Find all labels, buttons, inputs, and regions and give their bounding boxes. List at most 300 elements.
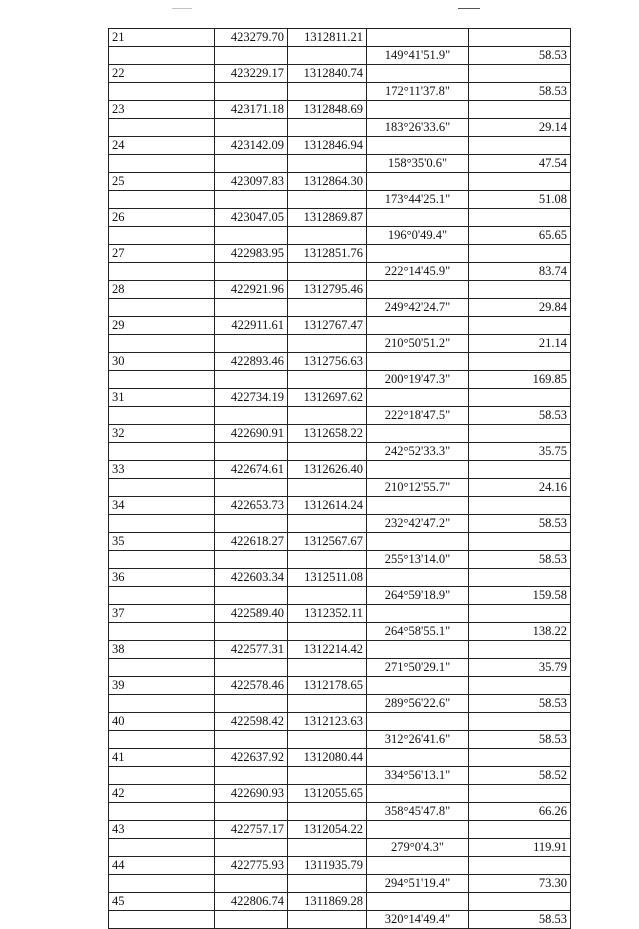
direction-angle: 312°26'41.6" <box>367 731 469 749</box>
empty-cell <box>288 371 367 389</box>
point-number: 30 <box>109 353 215 371</box>
direction-angle: 183°26'33.6" <box>367 119 469 137</box>
point-row <box>109 29 571 47</box>
empty-cell <box>288 443 367 461</box>
segment-distance: 58.53 <box>469 47 571 65</box>
segment-row <box>109 839 571 857</box>
segment-distance: 119.91 <box>469 839 571 857</box>
y-coordinate: 1312767.47 <box>288 317 367 335</box>
direction-angle: 294°51'19.4" <box>367 875 469 893</box>
empty-cell <box>215 767 288 785</box>
direction-angle: 271°50'29.1" <box>367 659 469 677</box>
segment-distance: 58.53 <box>469 911 571 929</box>
direction-angle: 210°50'51.2" <box>367 335 469 353</box>
x-coordinate: 422577.31 <box>215 641 288 659</box>
scan-mark-right <box>458 8 480 9</box>
point-row <box>109 281 571 299</box>
empty-cell <box>367 569 469 587</box>
segment-distance: 47.54 <box>469 155 571 173</box>
empty-cell <box>109 479 215 497</box>
empty-cell <box>215 911 288 929</box>
empty-cell <box>288 47 367 65</box>
segment-distance: 83.74 <box>469 263 571 281</box>
point-row <box>109 641 571 659</box>
empty-cell <box>367 245 469 263</box>
segment-row <box>109 299 571 317</box>
x-coordinate: 422690.91 <box>215 425 288 443</box>
y-coordinate: 1312811.21 <box>288 29 367 47</box>
empty-cell <box>367 821 469 839</box>
segment-row <box>109 587 571 605</box>
direction-angle: 149°41'51.9" <box>367 47 469 65</box>
empty-cell <box>109 227 215 245</box>
segment-distance: 66.26 <box>469 803 571 821</box>
empty-cell <box>288 803 367 821</box>
x-coordinate: 422734.19 <box>215 389 288 407</box>
segment-distance: 24.16 <box>469 479 571 497</box>
point-number: 32 <box>109 425 215 443</box>
empty-cell <box>215 587 288 605</box>
point-number: 37 <box>109 605 215 623</box>
empty-cell <box>367 209 469 227</box>
empty-cell <box>288 659 367 677</box>
empty-cell <box>109 731 215 749</box>
empty-cell <box>215 191 288 209</box>
point-row <box>109 533 571 551</box>
empty-cell <box>109 335 215 353</box>
y-coordinate: 1312795.46 <box>288 281 367 299</box>
segment-row <box>109 515 571 533</box>
empty-cell <box>469 857 571 875</box>
segment-row <box>109 47 571 65</box>
point-row <box>109 65 571 83</box>
point-row <box>109 785 571 803</box>
point-row <box>109 569 571 587</box>
x-coordinate: 423279.70 <box>215 29 288 47</box>
empty-cell <box>109 191 215 209</box>
y-coordinate: 1312756.63 <box>288 353 367 371</box>
empty-cell <box>109 839 215 857</box>
empty-cell <box>469 497 571 515</box>
point-number: 31 <box>109 389 215 407</box>
direction-angle: 232°42'47.2" <box>367 515 469 533</box>
empty-cell <box>109 119 215 137</box>
empty-cell <box>288 479 367 497</box>
empty-cell <box>469 749 571 767</box>
empty-cell <box>288 83 367 101</box>
y-coordinate: 1312080.44 <box>288 749 367 767</box>
y-coordinate: 1312626.40 <box>288 461 367 479</box>
point-row <box>109 425 571 443</box>
empty-cell <box>367 65 469 83</box>
coordinate-table-body <box>109 29 571 929</box>
empty-cell <box>469 893 571 911</box>
empty-cell <box>367 497 469 515</box>
point-row <box>109 173 571 191</box>
empty-cell <box>215 839 288 857</box>
segment-row <box>109 443 571 461</box>
empty-cell <box>469 605 571 623</box>
empty-cell <box>215 515 288 533</box>
direction-angle: 249°42'24.7" <box>367 299 469 317</box>
segment-distance: 58.53 <box>469 551 571 569</box>
segment-row <box>109 551 571 569</box>
empty-cell <box>215 47 288 65</box>
segment-row <box>109 659 571 677</box>
empty-cell <box>367 281 469 299</box>
point-number: 39 <box>109 677 215 695</box>
empty-cell <box>469 65 571 83</box>
x-coordinate: 423047.05 <box>215 209 288 227</box>
y-coordinate: 1312352.11 <box>288 605 367 623</box>
empty-cell <box>367 317 469 335</box>
x-coordinate: 422589.40 <box>215 605 288 623</box>
empty-cell <box>367 605 469 623</box>
empty-cell <box>288 335 367 353</box>
y-coordinate: 1312864.30 <box>288 173 367 191</box>
y-coordinate: 1312851.76 <box>288 245 367 263</box>
x-coordinate: 423229.17 <box>215 65 288 83</box>
y-coordinate: 1312567.67 <box>288 533 367 551</box>
segment-distance: 21.14 <box>469 335 571 353</box>
point-number: 22 <box>109 65 215 83</box>
segment-row <box>109 479 571 497</box>
x-coordinate: 422893.46 <box>215 353 288 371</box>
coordinate-table <box>108 28 571 929</box>
empty-cell <box>215 623 288 641</box>
direction-angle: 173°44'25.1" <box>367 191 469 209</box>
segment-row <box>109 371 571 389</box>
empty-cell <box>215 155 288 173</box>
segment-distance: 35.75 <box>469 443 571 461</box>
x-coordinate: 422806.74 <box>215 893 288 911</box>
empty-cell <box>367 785 469 803</box>
empty-cell <box>288 551 367 569</box>
empty-cell <box>288 155 367 173</box>
y-coordinate: 1312214.42 <box>288 641 367 659</box>
empty-cell <box>469 389 571 407</box>
segment-distance: 35.79 <box>469 659 571 677</box>
point-number: 26 <box>109 209 215 227</box>
empty-cell <box>288 767 367 785</box>
empty-cell <box>215 695 288 713</box>
y-coordinate: 1311869.28 <box>288 893 367 911</box>
empty-cell <box>469 173 571 191</box>
empty-cell <box>469 533 571 551</box>
segment-row <box>109 875 571 893</box>
point-row <box>109 209 571 227</box>
empty-cell <box>469 101 571 119</box>
empty-cell <box>288 407 367 425</box>
empty-cell <box>109 767 215 785</box>
point-number: 25 <box>109 173 215 191</box>
direction-angle: 279°0'4.3" <box>367 839 469 857</box>
point-row <box>109 497 571 515</box>
direction-angle: 320°14'49.4" <box>367 911 469 929</box>
segment-row <box>109 623 571 641</box>
empty-cell <box>288 119 367 137</box>
point-row <box>109 893 571 911</box>
y-coordinate: 1312697.62 <box>288 389 367 407</box>
segment-distance: 58.52 <box>469 767 571 785</box>
empty-cell <box>367 389 469 407</box>
empty-cell <box>469 677 571 695</box>
empty-cell <box>469 29 571 47</box>
empty-cell <box>109 803 215 821</box>
y-coordinate: 1311935.79 <box>288 857 367 875</box>
empty-cell <box>109 551 215 569</box>
segment-distance: 65.65 <box>469 227 571 245</box>
empty-cell <box>109 695 215 713</box>
point-number: 34 <box>109 497 215 515</box>
y-coordinate: 1312055.65 <box>288 785 367 803</box>
x-coordinate: 423097.83 <box>215 173 288 191</box>
empty-cell <box>215 371 288 389</box>
empty-cell <box>109 515 215 533</box>
point-number: 41 <box>109 749 215 767</box>
segment-row <box>109 191 571 209</box>
empty-cell <box>469 641 571 659</box>
empty-cell <box>367 533 469 551</box>
direction-angle: 222°18'47.5" <box>367 407 469 425</box>
y-coordinate: 1312054.22 <box>288 821 367 839</box>
direction-angle: 196°0'49.4" <box>367 227 469 245</box>
x-coordinate: 422911.61 <box>215 317 288 335</box>
empty-cell <box>288 191 367 209</box>
empty-cell <box>469 785 571 803</box>
empty-cell <box>288 587 367 605</box>
direction-angle: 334°56'13.1" <box>367 767 469 785</box>
segment-row <box>109 731 571 749</box>
point-row <box>109 713 571 731</box>
point-row <box>109 677 571 695</box>
empty-cell <box>215 659 288 677</box>
empty-cell <box>215 299 288 317</box>
y-coordinate: 1312178.65 <box>288 677 367 695</box>
empty-cell <box>215 443 288 461</box>
empty-cell <box>367 101 469 119</box>
direction-angle: 289°56'22.6" <box>367 695 469 713</box>
empty-cell <box>367 353 469 371</box>
empty-cell <box>288 911 367 929</box>
point-number: 27 <box>109 245 215 263</box>
empty-cell <box>367 137 469 155</box>
x-coordinate: 423171.18 <box>215 101 288 119</box>
direction-angle: 358°45'47.8" <box>367 803 469 821</box>
point-row <box>109 749 571 767</box>
y-coordinate: 1312869.87 <box>288 209 367 227</box>
point-row <box>109 101 571 119</box>
point-row <box>109 137 571 155</box>
point-row <box>109 389 571 407</box>
segment-row <box>109 155 571 173</box>
direction-angle: 255°13'14.0" <box>367 551 469 569</box>
point-row <box>109 245 571 263</box>
empty-cell <box>367 749 469 767</box>
x-coordinate: 422921.96 <box>215 281 288 299</box>
y-coordinate: 1312840.74 <box>288 65 367 83</box>
segment-distance: 138.22 <box>469 623 571 641</box>
x-coordinate: 422578.46 <box>215 677 288 695</box>
segment-row <box>109 695 571 713</box>
y-coordinate: 1312848.69 <box>288 101 367 119</box>
empty-cell <box>367 677 469 695</box>
point-number: 24 <box>109 137 215 155</box>
x-coordinate: 422690.93 <box>215 785 288 803</box>
point-row <box>109 821 571 839</box>
empty-cell <box>215 83 288 101</box>
direction-angle: 222°14'45.9" <box>367 263 469 281</box>
y-coordinate: 1312846.94 <box>288 137 367 155</box>
segment-row <box>109 119 571 137</box>
direction-angle: 158°35'0.6" <box>367 155 469 173</box>
empty-cell <box>288 299 367 317</box>
direction-angle: 172°11'37.8" <box>367 83 469 101</box>
segment-row <box>109 407 571 425</box>
empty-cell <box>288 623 367 641</box>
x-coordinate: 422653.73 <box>215 497 288 515</box>
empty-cell <box>109 407 215 425</box>
segment-distance: 58.53 <box>469 83 571 101</box>
empty-cell <box>109 155 215 173</box>
empty-cell <box>288 839 367 857</box>
empty-cell <box>469 245 571 263</box>
segment-distance: 58.53 <box>469 515 571 533</box>
direction-angle: 264°58'55.1" <box>367 623 469 641</box>
direction-angle: 242°52'33.3" <box>367 443 469 461</box>
segment-distance: 29.14 <box>469 119 571 137</box>
point-number: 44 <box>109 857 215 875</box>
empty-cell <box>215 227 288 245</box>
segment-distance: 58.53 <box>469 731 571 749</box>
empty-cell <box>215 803 288 821</box>
empty-cell <box>367 641 469 659</box>
empty-cell <box>367 461 469 479</box>
direction-angle: 210°12'55.7" <box>367 479 469 497</box>
point-row <box>109 605 571 623</box>
empty-cell <box>469 461 571 479</box>
empty-cell <box>469 317 571 335</box>
empty-cell <box>469 821 571 839</box>
segment-row <box>109 227 571 245</box>
empty-cell <box>469 353 571 371</box>
point-number: 21 <box>109 29 215 47</box>
point-row <box>109 317 571 335</box>
point-number: 42 <box>109 785 215 803</box>
empty-cell <box>109 83 215 101</box>
empty-cell <box>215 263 288 281</box>
point-number: 35 <box>109 533 215 551</box>
empty-cell <box>109 371 215 389</box>
segment-row <box>109 911 571 929</box>
segment-distance: 169.85 <box>469 371 571 389</box>
point-number: 45 <box>109 893 215 911</box>
y-coordinate: 1312123.63 <box>288 713 367 731</box>
point-row <box>109 461 571 479</box>
segment-row <box>109 263 571 281</box>
empty-cell <box>215 875 288 893</box>
x-coordinate: 423142.09 <box>215 137 288 155</box>
direction-angle: 264°59'18.9" <box>367 587 469 605</box>
segment-distance: 159.58 <box>469 587 571 605</box>
segment-distance: 73.30 <box>469 875 571 893</box>
point-number: 23 <box>109 101 215 119</box>
empty-cell <box>215 551 288 569</box>
segment-distance: 58.53 <box>469 407 571 425</box>
segment-row <box>109 803 571 821</box>
segment-distance: 58.53 <box>469 695 571 713</box>
empty-cell <box>109 911 215 929</box>
empty-cell <box>367 713 469 731</box>
empty-cell <box>367 893 469 911</box>
point-number: 36 <box>109 569 215 587</box>
point-number: 33 <box>109 461 215 479</box>
point-row <box>109 857 571 875</box>
empty-cell <box>469 425 571 443</box>
x-coordinate: 422618.27 <box>215 533 288 551</box>
empty-cell <box>367 425 469 443</box>
empty-cell <box>109 263 215 281</box>
empty-cell <box>109 587 215 605</box>
empty-cell <box>288 875 367 893</box>
empty-cell <box>109 875 215 893</box>
segment-row <box>109 83 571 101</box>
x-coordinate: 422603.34 <box>215 569 288 587</box>
point-number: 40 <box>109 713 215 731</box>
direction-angle: 200°19'47.3" <box>367 371 469 389</box>
empty-cell <box>215 119 288 137</box>
x-coordinate: 422598.42 <box>215 713 288 731</box>
scan-mark-left <box>172 8 192 9</box>
x-coordinate: 422637.92 <box>215 749 288 767</box>
empty-cell <box>367 173 469 191</box>
x-coordinate: 422983.95 <box>215 245 288 263</box>
empty-cell <box>288 731 367 749</box>
empty-cell <box>109 443 215 461</box>
empty-cell <box>367 29 469 47</box>
point-row <box>109 353 571 371</box>
y-coordinate: 1312511.08 <box>288 569 367 587</box>
point-number: 29 <box>109 317 215 335</box>
y-coordinate: 1312658.22 <box>288 425 367 443</box>
empty-cell <box>469 281 571 299</box>
empty-cell <box>109 299 215 317</box>
empty-cell <box>215 731 288 749</box>
empty-cell <box>288 263 367 281</box>
empty-cell <box>109 659 215 677</box>
empty-cell <box>469 137 571 155</box>
empty-cell <box>109 47 215 65</box>
point-number: 38 <box>109 641 215 659</box>
empty-cell <box>109 623 215 641</box>
empty-cell <box>469 209 571 227</box>
empty-cell <box>215 407 288 425</box>
x-coordinate: 422674.61 <box>215 461 288 479</box>
empty-cell <box>288 227 367 245</box>
empty-cell <box>469 569 571 587</box>
segment-distance: 29.84 <box>469 299 571 317</box>
empty-cell <box>288 515 367 533</box>
empty-cell <box>367 857 469 875</box>
y-coordinate: 1312614.24 <box>288 497 367 515</box>
empty-cell <box>469 713 571 731</box>
empty-cell <box>288 695 367 713</box>
segment-row <box>109 335 571 353</box>
x-coordinate: 422757.17 <box>215 821 288 839</box>
point-number: 43 <box>109 821 215 839</box>
segment-row <box>109 767 571 785</box>
point-number: 28 <box>109 281 215 299</box>
